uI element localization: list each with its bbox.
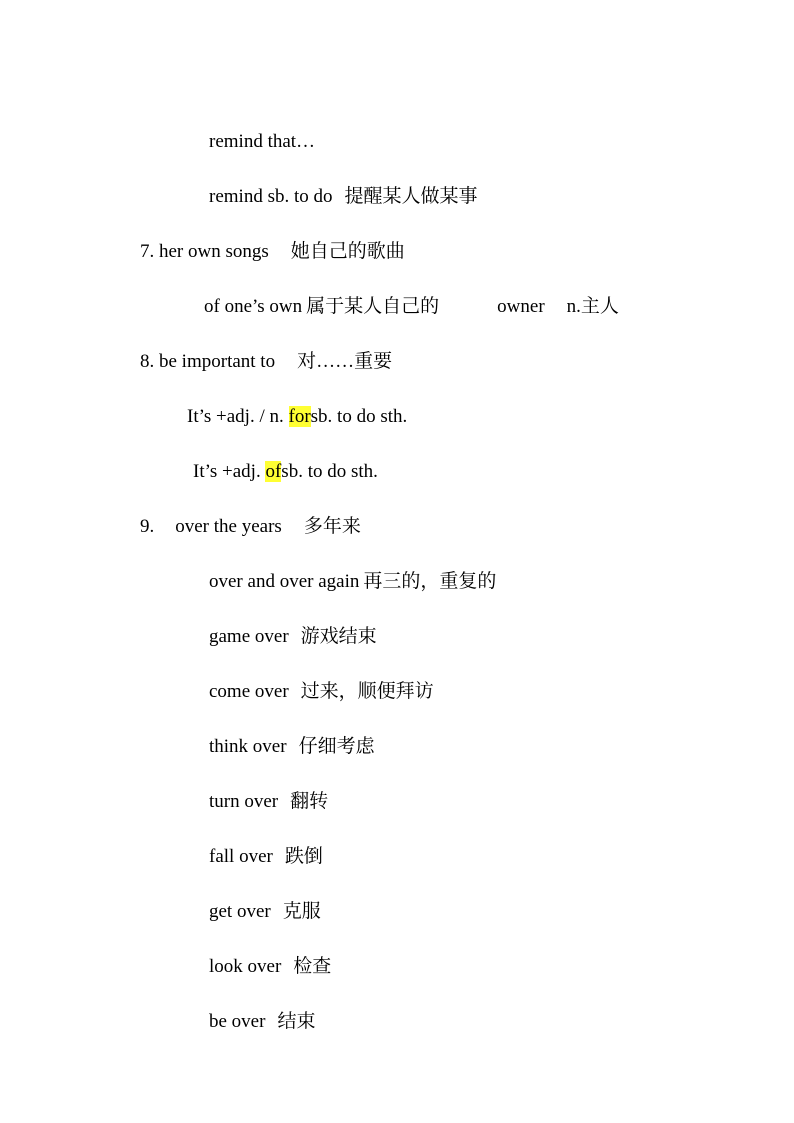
phrase-turn-over bbox=[190, 766, 329, 812]
phrase-zh: 属于某人自己的 bbox=[306, 296, 440, 317]
pattern-prefix: It’s +adj. bbox=[193, 461, 266, 482]
item-number: 9. bbox=[140, 516, 155, 537]
phrase-game-over bbox=[190, 601, 377, 647]
phrase-en: get over bbox=[209, 901, 271, 922]
phrase-zh: 结束 bbox=[277, 1011, 316, 1032]
phrase-en: come over bbox=[209, 681, 289, 702]
phrase-zh: 翻转 bbox=[290, 791, 329, 812]
pattern-suffix: sb. to do sth. bbox=[281, 461, 378, 482]
phrase-zh: 游戏结束 bbox=[300, 626, 377, 647]
phrase-remind-sb-to-do bbox=[190, 161, 478, 207]
phrase-zh: 提醒某人做某事 bbox=[344, 186, 478, 207]
phrase-en: over the years bbox=[175, 516, 282, 537]
pattern-suffix: sb. to do sth. bbox=[310, 406, 408, 427]
highlighted-word-for: for bbox=[288, 406, 311, 427]
phrase-en: remind that… bbox=[209, 131, 316, 152]
phrase-over-and-over bbox=[190, 546, 497, 592]
word-owner-meaning: n.主人 bbox=[566, 296, 619, 317]
phrase-of-ones-own bbox=[185, 271, 619, 317]
phrase-en: turn over bbox=[209, 791, 279, 812]
phrase-en: of one’s own bbox=[204, 296, 303, 317]
phrase-zh: 多年来 bbox=[303, 516, 361, 537]
pattern-for-sb bbox=[168, 381, 408, 427]
word-owner: owner bbox=[497, 296, 545, 317]
phrase-en: game over bbox=[209, 626, 289, 647]
phrase-zh: 再三的，重复的 bbox=[363, 571, 497, 592]
phrase-en: fall over bbox=[209, 846, 273, 867]
phrase-en: 7. her own songs bbox=[140, 241, 269, 262]
phrase-en: think over bbox=[209, 736, 287, 757]
phrase-en: be over bbox=[209, 1011, 266, 1032]
phrase-zh: 仔细考虑 bbox=[298, 736, 375, 757]
phrase-zh: 跌倒 bbox=[284, 846, 323, 867]
phrase-think-over bbox=[190, 711, 375, 757]
item-9-heading bbox=[121, 491, 361, 537]
phrase-en: look over bbox=[209, 956, 282, 977]
phrase-zh: 检查 bbox=[293, 956, 332, 977]
phrase-zh: 过来，顺便拜访 bbox=[300, 681, 434, 702]
phrase-en: remind sb. to do bbox=[209, 186, 333, 207]
pattern-of-sb bbox=[174, 436, 378, 482]
phrase-look-over bbox=[190, 931, 332, 977]
phrase-zh: 克服 bbox=[282, 901, 321, 922]
phrase-fall-over bbox=[190, 821, 323, 867]
phrase-zh: 对……重要 bbox=[297, 351, 393, 372]
phrase-come-over bbox=[190, 656, 434, 702]
phrase-remind-that bbox=[190, 106, 316, 152]
phrase-get-over bbox=[190, 876, 321, 922]
pattern-prefix: It’s +adj. / n. bbox=[187, 406, 289, 427]
item-8-heading bbox=[121, 326, 393, 372]
phrase-zh: 她自己的歌曲 bbox=[290, 241, 405, 262]
item-7-heading bbox=[121, 216, 405, 262]
phrase-be-over bbox=[190, 986, 316, 1032]
phrase-en: over and over again bbox=[209, 571, 360, 592]
phrase-en: 8. be important to bbox=[140, 351, 276, 372]
highlighted-word-of: of bbox=[265, 461, 282, 482]
